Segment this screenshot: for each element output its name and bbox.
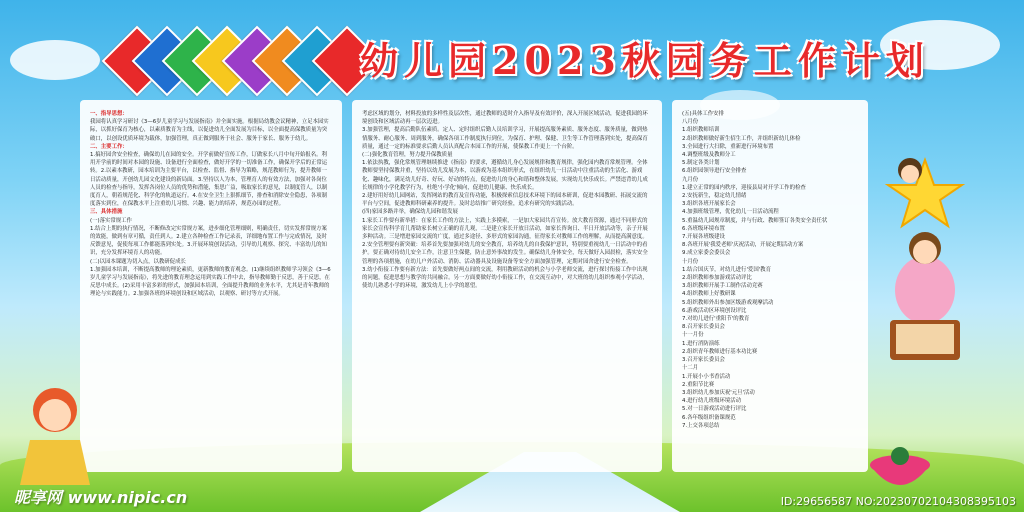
schedule-item: 5.对一日游戏活动进行评比 [682,406,747,413]
schedule-item: 2.组织青年教师进行基本功比赛 [682,348,758,355]
month-heading: 十一月份 [682,332,704,339]
section-text: 3.加强管理，提高后勤队伍素质。定人、定时组织后勤人员培训学习，开展提高服务素质、服务态度、服务质量，做到热情服务、耐心服务、周到服务，确保各项工作制度执行到位，为保育、护理、保健、卫生等工作管理落到实处，提高保育质量，通过一定的标准要求后勤人员认真配合本园工作的开展，使保教工作更上一个台阶。 [362,127,648,150]
section-text: 考虑区域的划分，材料投放的多样性及层次性，通过教师的适时介入指导及有效评价，深入开展区域活动，促进我园的环境创设和区域活动再一层次迈进。 [362,111,648,126]
month-heading: 十二月 [682,365,699,372]
middle-text-panel [352,100,662,472]
schedule-item: 3.召开家长委员会 [682,357,725,364]
month-heading: 十月份 [682,258,699,265]
month-heading: 九月份 [682,176,699,183]
subheading: (二)强化教育管理，努力提升保教质量 [362,152,453,159]
schedule-item: 6.各班级环境布置 [682,225,725,232]
schedule-item: 1.组织教师培训 [682,127,720,134]
schedule-item: 8.各班开展'我爱老师'庆祝活动，开展定期活动方案 [682,242,804,249]
poster-title: 幼儿园2023秋园务工作计划 [360,37,930,83]
section-text: 1.结合上期的执行情况，不断修改完实常规方案，进步细化管理细则，明确责任，切实发挥常规方案的效能，做到有章可循，责任到人。2.建立各种检查工作记录表，详细地布置工作与完成情况，及时反馈意见，促使每项工作都能落到实处。3.开展环境创设活动，引导幼儿观察、探究、丰富幼儿的知识，充分发挥环境育人的功能。 [90,225,327,257]
schedule-item: 4.调整班级及教师分工 [682,152,736,159]
girl-dress [895,256,955,324]
schedule-item: 1.结合国庆节，对幼儿进行'爱国'教育 [682,266,771,273]
schedule-item: 5.制定各类计划 [682,160,720,167]
section-text: 1.依法执教，强化常规管理继续推进《指南》的要求，遵循幼儿身心发展规律和教育规律，强化园内教育常规管理。全体教师要坚持保教并重，坚持以幼儿发展为本，以游戏为基本组织形式，在组织幼儿一日活动中注重活动的生活化、游戏化、趣味化，满足幼儿好奇、好玩、好动的特点，促进幼儿的身心和谐和整体发展，实现幼儿快乐成长。严禁违背幼儿成长规律的小学化教学行为，杜绝'小学化'倾向，促进幼儿健康、快乐成长。 [362,160,648,191]
schedule-item: 7.对幼儿进行'重阳节'的教育 [682,316,750,323]
schedule-item: 6.组织园领导进行安全排查 [682,168,747,175]
schedule-item: 7.上交各项总结 [682,422,720,429]
schedule-item: 9.成立家委会委员会 [682,250,731,257]
subheading: (二)以园本课题为切入点，以教研促成长 [90,258,186,265]
schedule-item: 3.组织教师开展手工制作活动竞赛 [682,283,763,290]
schedule-panel [672,100,868,472]
schedule-item: 4.加强班级管理，优化幼儿一日活动流程 [682,209,779,216]
section-text: 2.建好用好幼儿园网站，发挥网站的教育及宣传功能，积极探索信息技术环境下的园本研训，促进本园教研、拓展交流的平台与空间，促进教师科研素养的提升。及时总结推广研究经验，追求有研究的实践活动。 [362,193,648,208]
reading-children-illustration [870,150,980,410]
cartoon-girl-illustration [10,380,100,490]
section-text: 1.家长工作要有新举措：在家长工作的方法上，实践上多摸索，一是加大家园共育宣传。放大教育资源，通过不同形式的家长会宣传科学育儿帮助家长树立正确的育儿观，二是建立家长开放日活动，如家长咨询日、半日开放活动等，亲子开展多种活动。三是增进家园交流的广度，通过多途径、多形式的家园沟通，征得家长对教师工作的理解，从而提高满意度。 [362,217,648,241]
schedule-item: 5.组织教师外出参加区级游戏观摩活动 [682,299,774,306]
schedule-item: 2.组织教师做好新生招生工作，并组织新幼儿体检 [682,135,801,142]
watermark-logo: 昵享网 www.nipic.cn [14,488,188,507]
section-heading: 三、具体措施 [90,209,123,216]
section-heading: 二、主要工作： [90,143,128,150]
schedule-item: 6.游戏活动区环境创设评比 [682,307,747,314]
schedule-item: 7.开展各班级建设 [682,234,725,241]
schedule-item: 1.进行消防演练 [682,340,720,347]
watermark-id: ID:29656587 NO:20230702104308395103 [780,495,1016,508]
schedule-heading: (五)具体工作安排 [682,111,724,117]
schedule-item: 4.组织教师上好教研课 [682,291,736,298]
cloud [10,40,100,80]
section-text: 3.幼小衔接工作要有新方法：首先要做好两点间的交流，利用教研活动的机会与小学老师交流，进行探讨衔接工作中出现的问题，促进思想与教学的共同融合。另一方面要做好幼小衔接工作，在交流互动中，对大班的幼儿组织参观小学活动，使幼儿熟悉小学的环境，激发幼儿上小学的愿望。 [362,266,648,290]
subheading: (一)落实常规工作 [90,217,132,224]
schedule-item: 4.进行幼儿班级环境活动 [682,398,742,405]
month-list [682,118,858,430]
schedule-item: 5.重温幼儿园规章制度，并与行政、教师签订各类安全责任状 [682,217,828,224]
schedule-item: 8.召开家长委员会 [682,324,725,331]
schedule-item: 3.全园进行大扫除，重新进行环境布置 [682,143,774,150]
schedule-item: 3.组织各班开展家长会 [682,201,736,208]
section-heading: 一、指导思想： [90,111,128,117]
schedule-item: 3.组织幼儿参加庆祝'元旦'活动 [682,389,755,396]
schedule-item: 6.各年级组织备课规范 [682,414,736,421]
left-text-panel [80,100,342,472]
month-heading: 八月份 [682,119,699,126]
subheading: (四)家园多路并举，确保幼儿园和谐发展 [362,209,458,216]
section-text: 2.安全管理要有新突破：培养首先要加强对幼儿的安全教育，培养幼儿的自我保护意识，特别要重视幼儿一日活动中的看护。要正确对待幼儿安全工作，注意卫生保健，防止意外事故的发生。确保幼儿身体安全，每天做好入园晨检，落实安全管理的各项措施，在幼儿户外活动、消防、活动器具及设施设备等安全方面加强管理，定期对园舍进行安全检查。 [362,242,648,265]
schedule-item: 2.安抚新生，稳定幼儿情绪 [682,193,747,200]
schedule-item: 1.开展小小书香活动 [682,373,731,380]
section-text: 1.加强园本培训，不断提高教师的理论素质，更新教师的教育观念。(1)继续组织教师学习领会《3—6岁儿童学习与发展指南》，将先进的教育理念运用到实践工作中去，指导教师勤于反思，善于反思，在反思中成长。(2)采用丰富多彩的形式，加强园本培训，全面提升教师的业务水平，尤其是青年教师的理论与实践能力。2.加强各班的环境创设和区域活动，以观察、研讨等方式开展。 [90,266,331,298]
section-text: 我园将认真学习研讨《3—6岁儿童学习与发展指南》并全面实施。根据局幼教会议精神，立足本园实际，以抓好保育为核心，以素质教育为主线，以促进幼儿全面发展为目标，以全面提高保教质量为突破口，以创设优质环境为载体，加强管理，真正做到服务于社会、服务于家长、服务于幼儿。 [90,119,329,142]
teacup-icon [860,430,950,500]
section-text: 1.搞好园舍安全检查，确保幼儿在园的安全。开学前做好宣传工作，订做家长八月中旬开始报名。利用开学前的时间对本园的设施、设备进行全面检查，做好开学的一切准备工作，确保开学后的正常运转。2.以素本教研，园本培训为主要平台，以检查、监督、指导为策略，规范教师行为，提升教师一日活动质量，开创幼儿园文化建设的新局面。3.坚持以人为本，管理育人的有效方法，加强对各岗位人员的检查与指导，发挥各岗位人员的优势和潜能，集思广益，吸取家长的意见，以制度管人，以制度育人，朝着规范化、科学化的轨道运行。4.在安全卫生上狠抓细节，排查和消除安全隐患，各项制度落实到位，在保教水平上注重幼儿习惯、兴趣、能力的培养，规范办园的过程。 [90,152,328,208]
schedule-item: 2.组织教师参加游戏活动评比 [682,275,752,282]
schedule-item: 1.建立正常的园内秩序，迎接县局对开学工作的检查 [682,184,806,191]
schedule-item: 2.重阳节比赛 [682,381,715,388]
